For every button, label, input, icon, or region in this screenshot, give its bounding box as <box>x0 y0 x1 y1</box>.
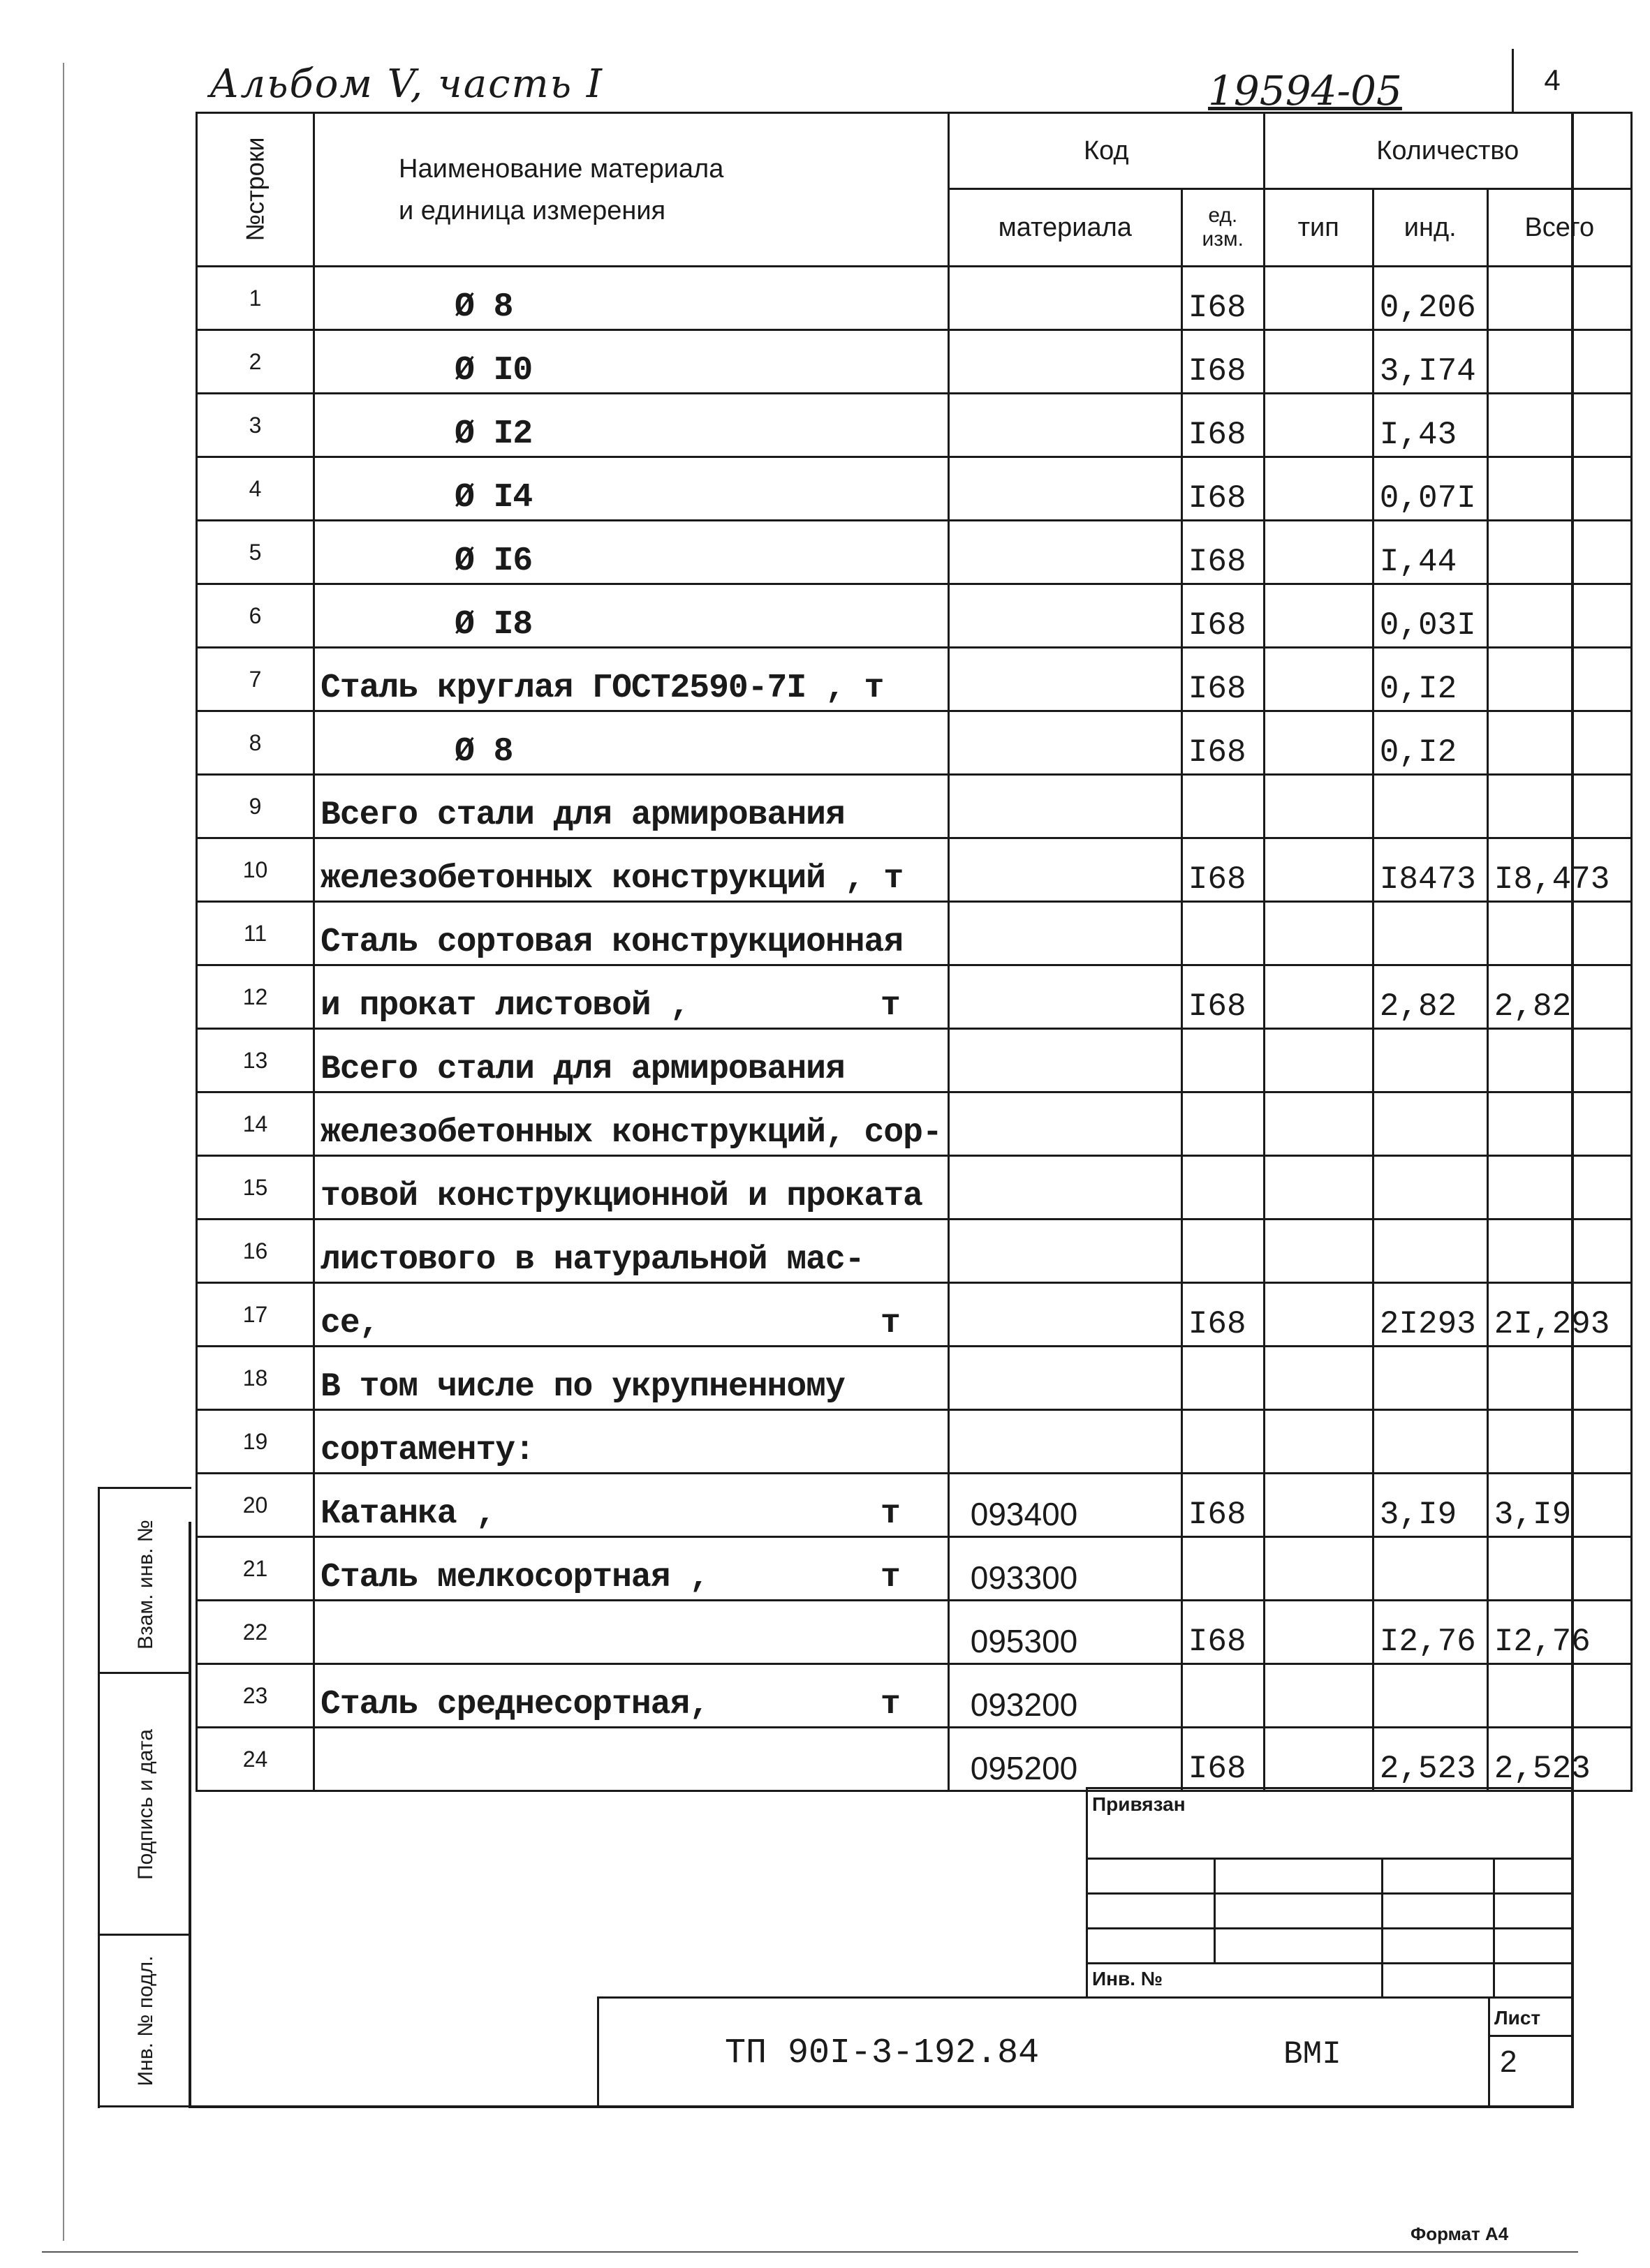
row-number: 11 <box>197 902 314 965</box>
row-number: 21 <box>197 1537 314 1601</box>
material-name: товой конструкционной и проката <box>314 1156 949 1220</box>
qty-type <box>1264 1347 1373 1410</box>
qty-type <box>1264 330 1373 394</box>
table-row <box>197 267 1632 330</box>
unit-code <box>1181 1029 1264 1092</box>
side-label-vzam: Взам. инв. № <box>134 1520 157 1650</box>
qty-type <box>1264 1092 1373 1156</box>
privyazan-label: Привязан <box>1092 1793 1186 1815</box>
material-code <box>948 1220 1181 1283</box>
material-code <box>948 902 1181 965</box>
qty-type <box>1264 521 1373 584</box>
material-name: Всего стали для армирования <box>314 775 949 838</box>
qty-type <box>1264 1537 1373 1601</box>
table-row <box>197 711 1632 775</box>
unit-suffix: т <box>880 1559 900 1596</box>
qty-total: 3,I9 <box>1487 1474 1631 1537</box>
table-row <box>197 1283 1632 1347</box>
qty-type <box>1264 1728 1373 1791</box>
qty-ind: 0,I2 <box>1373 711 1487 775</box>
row-number: 5 <box>197 521 314 584</box>
material-name <box>314 1728 949 1791</box>
side-label-inv-podl: Инв. № подл. <box>134 1955 157 2087</box>
table-row <box>197 1728 1632 1791</box>
frame-side-div1 <box>98 1672 191 1674</box>
qty-total <box>1487 1220 1631 1283</box>
qty-total <box>1487 1537 1631 1601</box>
material-name: Сталь сортовая конструкционная <box>314 902 949 965</box>
qty-type <box>1264 1474 1373 1537</box>
unit-code: I68 <box>1181 965 1264 1029</box>
qty-total: 2,523 <box>1487 1728 1631 1791</box>
material-name: сортаменту: <box>314 1410 949 1474</box>
qty-type <box>1264 584 1373 648</box>
qty-ind: 2,82 <box>1373 965 1487 1029</box>
table-row <box>197 1664 1632 1728</box>
row-number: 12 <box>197 965 314 1029</box>
qty-ind: I,43 <box>1373 394 1487 457</box>
material-name: Сталь круглая ГОСТ2590-7I , т <box>314 648 949 711</box>
doc-number: 19594-05 <box>1208 67 1402 114</box>
qty-ind: I8473 <box>1373 838 1487 902</box>
qty-total <box>1487 1664 1631 1728</box>
frame-side-top <box>98 1487 191 1489</box>
material-code <box>948 1029 1181 1092</box>
qty-ind: 0,07I <box>1373 457 1487 521</box>
qty-ind <box>1373 1347 1487 1410</box>
unit-code: I68 <box>1181 1601 1264 1664</box>
unit-code: I68 <box>1181 1728 1264 1791</box>
unit-code <box>1181 1410 1264 1474</box>
qty-type <box>1264 838 1373 902</box>
qty-type <box>1264 902 1373 965</box>
material-table <box>196 112 1633 1792</box>
material-code <box>948 1092 1181 1156</box>
qty-total: I2,76 <box>1487 1601 1631 1664</box>
side-label-podpis: Подпись и дата <box>134 1729 157 1880</box>
table-row <box>197 965 1632 1029</box>
unit-code <box>1181 902 1264 965</box>
qty-type <box>1264 1283 1373 1347</box>
unit-suffix: т <box>880 1305 900 1342</box>
qty-type <box>1264 394 1373 457</box>
qty-total <box>1487 457 1631 521</box>
qty-total <box>1487 1156 1631 1220</box>
material-name: се, т <box>314 1283 949 1347</box>
table-row <box>197 1601 1632 1664</box>
qty-type <box>1264 711 1373 775</box>
page-number-box <box>1512 49 1591 114</box>
material-code <box>948 648 1181 711</box>
sheet-code: ВМI <box>1283 2036 1341 2073</box>
table-row <box>197 1347 1632 1410</box>
table-row <box>197 1410 1632 1474</box>
unit-suffix: т <box>880 1495 900 1533</box>
header-code: Код <box>948 113 1264 189</box>
table-row <box>197 775 1632 838</box>
qty-type <box>1264 1410 1373 1474</box>
table-row <box>197 394 1632 457</box>
qty-total <box>1487 521 1631 584</box>
row-number: 6 <box>197 584 314 648</box>
material-table-body <box>197 267 1632 1791</box>
material-code <box>948 521 1181 584</box>
qty-total <box>1487 1347 1631 1410</box>
privyazan-block <box>1086 1787 1573 1999</box>
material-code <box>948 838 1181 902</box>
row-number: 19 <box>197 1410 314 1474</box>
row-number: 17 <box>197 1283 314 1347</box>
qty-type <box>1264 267 1373 330</box>
page-bottom-edge <box>42 2251 1578 2253</box>
frame-left <box>189 1522 191 2108</box>
table-row <box>197 648 1632 711</box>
material-code: 095300 <box>948 1601 1181 1664</box>
material-name: Ø I8 <box>314 584 949 648</box>
row-number: 20 <box>197 1474 314 1537</box>
row-number: 8 <box>197 711 314 775</box>
qty-ind <box>1373 902 1487 965</box>
qty-total <box>1487 584 1631 648</box>
qty-type <box>1264 1664 1373 1728</box>
material-name: Всего стали для армирования <box>314 1029 949 1092</box>
inv-no-label: Инв. № <box>1092 1968 1163 1989</box>
material-code <box>948 775 1181 838</box>
material-name <box>314 1601 949 1664</box>
material-code <box>948 330 1181 394</box>
unit-code: I68 <box>1181 330 1264 394</box>
qty-total: 2I,293 <box>1487 1283 1631 1347</box>
row-number: 9 <box>197 775 314 838</box>
row-number: 23 <box>197 1664 314 1728</box>
unit-code: I68 <box>1181 521 1264 584</box>
material-code: 093300 <box>948 1537 1181 1601</box>
material-code: 093400 <box>948 1474 1181 1537</box>
material-name: В том числе по укрупненному <box>314 1347 949 1410</box>
qty-total <box>1487 775 1631 838</box>
qty-type <box>1264 775 1373 838</box>
unit-code <box>1181 1156 1264 1220</box>
qty-ind: 0,I2 <box>1373 648 1487 711</box>
qty-ind <box>1373 1410 1487 1474</box>
material-name: Ø I2 <box>314 394 949 457</box>
material-code <box>948 711 1181 775</box>
material-code <box>948 394 1181 457</box>
material-name: Ø 8 <box>314 267 949 330</box>
qty-total <box>1487 267 1631 330</box>
unit-suffix: т <box>880 987 900 1025</box>
unit-code <box>1181 1664 1264 1728</box>
header-qty-ind: инд. <box>1373 189 1487 267</box>
row-number: 16 <box>197 1220 314 1283</box>
material-name: Ø 8 <box>314 711 949 775</box>
row-number: 7 <box>197 648 314 711</box>
qty-ind: I,44 <box>1373 521 1487 584</box>
header-qty-total: Всего <box>1487 189 1631 267</box>
format-label: Формат А4 <box>1410 2223 1509 2244</box>
header-material-name: Наименование материала и единица измерения <box>314 113 949 267</box>
table-row <box>197 457 1632 521</box>
row-number: 24 <box>197 1728 314 1791</box>
unit-code <box>1181 1092 1264 1156</box>
qty-type <box>1264 1220 1373 1283</box>
material-name: железобетонных конструкций , т <box>314 838 949 902</box>
unit-code: I68 <box>1181 1474 1264 1537</box>
qty-total: 2,82 <box>1487 965 1631 1029</box>
row-number: 2 <box>197 330 314 394</box>
material-name: Ø I4 <box>314 457 949 521</box>
row-number: 13 <box>197 1029 314 1092</box>
album-label: Альбом V, часть I <box>209 61 604 107</box>
qty-type <box>1264 1156 1373 1220</box>
material-code: 093200 <box>948 1664 1181 1728</box>
material-name: листового в натуральной мас- <box>314 1220 949 1283</box>
table-row <box>197 1029 1632 1092</box>
material-code <box>948 457 1181 521</box>
unit-code: I68 <box>1181 838 1264 902</box>
table-row <box>197 1156 1632 1220</box>
header-qty-type: тип <box>1264 189 1373 267</box>
qty-type <box>1264 1029 1373 1092</box>
sheet-value: 2 <box>1500 2045 1517 2079</box>
material-name: Сталь мелкосортная , т <box>314 1537 949 1601</box>
unit-code <box>1181 775 1264 838</box>
unit-code: I68 <box>1181 711 1264 775</box>
frame-outer-left <box>98 1487 100 2108</box>
table-row <box>197 838 1632 902</box>
doc-code: ТП 90I-3-192.84 <box>725 2033 1040 2073</box>
unit-code <box>1181 1347 1264 1410</box>
table-row <box>197 521 1632 584</box>
qty-type <box>1264 648 1373 711</box>
row-number: 18 <box>197 1347 314 1410</box>
row-number: 22 <box>197 1601 314 1664</box>
material-code <box>948 1283 1181 1347</box>
qty-total <box>1487 902 1631 965</box>
material-code <box>948 267 1181 330</box>
table-row <box>197 1474 1632 1537</box>
material-name: и прокат листовой , т <box>314 965 949 1029</box>
header-quantity: Количество <box>1264 113 1631 189</box>
table-row <box>197 330 1632 394</box>
qty-type <box>1264 457 1373 521</box>
unit-code <box>1181 1220 1264 1283</box>
material-code <box>948 1410 1181 1474</box>
material-name: железобетонных конструкций, сор- <box>314 1092 949 1156</box>
qty-ind: 3,I9 <box>1373 1474 1487 1537</box>
qty-total <box>1487 330 1631 394</box>
qty-ind: I2,76 <box>1373 1601 1487 1664</box>
qty-ind <box>1373 1537 1487 1601</box>
page-number: 4 <box>1544 64 1561 96</box>
page-left-edge <box>63 63 64 2241</box>
material-code <box>948 965 1181 1029</box>
material-name: Сталь среднесортная, т <box>314 1664 949 1728</box>
unit-code <box>1181 1537 1264 1601</box>
qty-ind <box>1373 1092 1487 1156</box>
unit-code: I68 <box>1181 584 1264 648</box>
row-number: 1 <box>197 267 314 330</box>
qty-total <box>1487 1092 1631 1156</box>
qty-total <box>1487 648 1631 711</box>
frame-side-bottom <box>98 2105 191 2107</box>
material-name: Ø I0 <box>314 330 949 394</box>
table-row <box>197 1220 1632 1283</box>
table-row <box>197 1537 1632 1601</box>
unit-code: I68 <box>1181 267 1264 330</box>
unit-code: I68 <box>1181 457 1264 521</box>
qty-ind: 0,03I <box>1373 584 1487 648</box>
qty-total <box>1487 1029 1631 1092</box>
unit-suffix: т <box>880 1686 900 1724</box>
unit-code: I68 <box>1181 394 1264 457</box>
title-block <box>597 1996 1573 2107</box>
table-row <box>197 902 1632 965</box>
unit-code: I68 <box>1181 648 1264 711</box>
qty-ind <box>1373 1664 1487 1728</box>
material-code: 095200 <box>948 1728 1181 1791</box>
row-number: 3 <box>197 394 314 457</box>
qty-ind <box>1373 1156 1487 1220</box>
material-code <box>948 584 1181 648</box>
header-code-material: материала <box>948 189 1181 267</box>
qty-total: I8,473 <box>1487 838 1631 902</box>
sheet-label: Лист <box>1494 2007 1541 2029</box>
qty-total <box>1487 711 1631 775</box>
row-number: 10 <box>197 838 314 902</box>
qty-total <box>1487 1410 1631 1474</box>
header-row-number: №строки <box>197 113 314 267</box>
qty-type <box>1264 965 1373 1029</box>
qty-ind: 3,I74 <box>1373 330 1487 394</box>
table-row <box>197 584 1632 648</box>
qty-ind: 0,206 <box>1373 267 1487 330</box>
qty-ind: 2I293 <box>1373 1283 1487 1347</box>
qty-total <box>1487 394 1631 457</box>
row-number: 15 <box>197 1156 314 1220</box>
material-code <box>948 1347 1181 1410</box>
qty-ind: 2,523 <box>1373 1728 1487 1791</box>
material-code <box>948 1156 1181 1220</box>
material-name: Катанка , т <box>314 1474 949 1537</box>
row-number: 4 <box>197 457 314 521</box>
qty-ind <box>1373 1220 1487 1283</box>
qty-ind <box>1373 775 1487 838</box>
material-name: Ø I6 <box>314 521 949 584</box>
unit-code: I68 <box>1181 1283 1264 1347</box>
qty-type <box>1264 1601 1373 1664</box>
frame-side-div2 <box>98 1934 191 1936</box>
qty-ind <box>1373 1029 1487 1092</box>
table-row <box>197 1092 1632 1156</box>
header-code-unit: ед. изм. <box>1181 189 1264 267</box>
row-number: 14 <box>197 1092 314 1156</box>
